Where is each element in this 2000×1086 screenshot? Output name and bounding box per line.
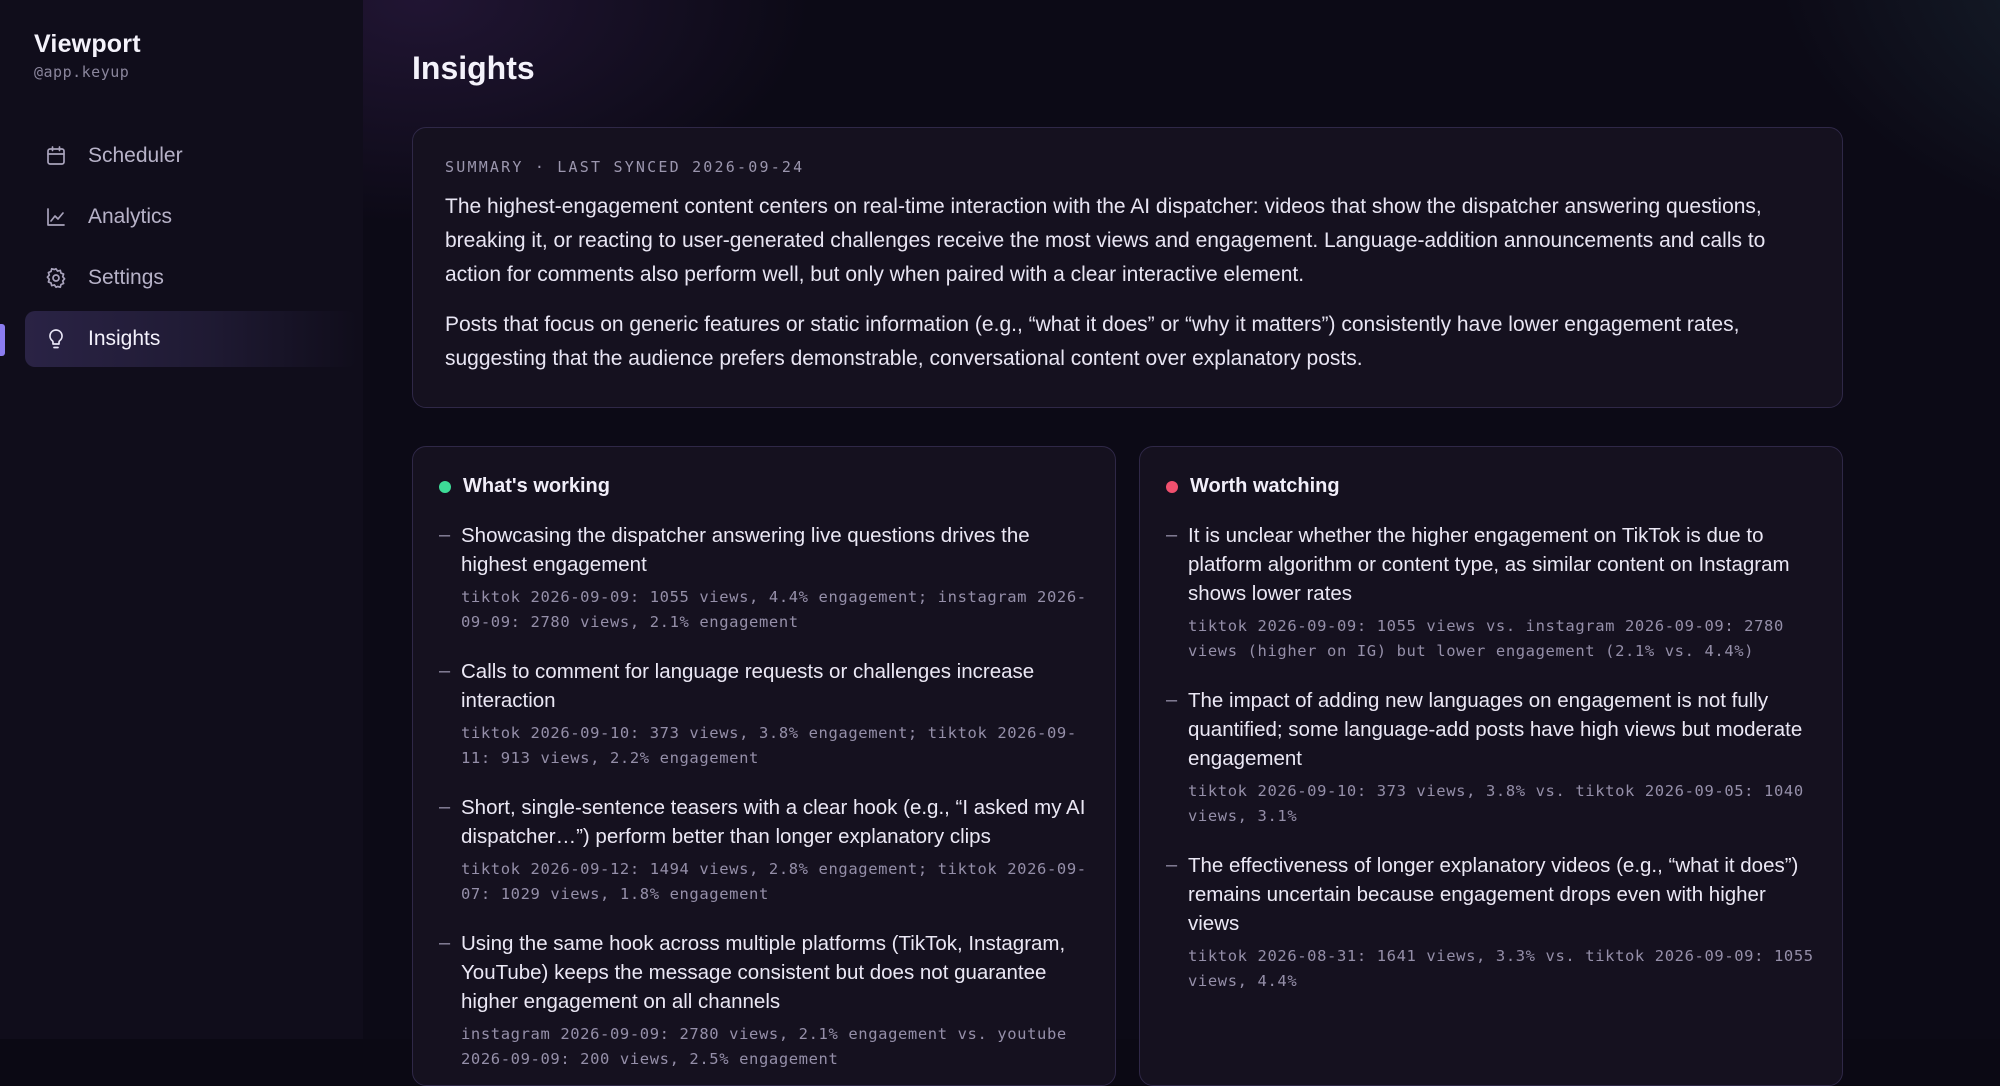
summary-paragraph: The highest-engagement content centers on real-time interaction with the AI dispatcher: videos that show the dispatcher answering questions, breaking it, or reacting to user-generated challenges receive the most views and engagement. Language-addition announcements and calls to action for comments also perform well, but only when paired with a clear interactive element. xyxy=(445,195,1766,286)
sidebar-item-label: Settings xyxy=(88,266,164,289)
sidebar-item-scheduler[interactable] xyxy=(25,128,357,184)
insight-text: The impact of adding new languages on engagement is not fully quantified; some language-add posts have high views but moderate engagement xyxy=(1188,689,1803,770)
gear-icon xyxy=(43,265,69,291)
dash-bullet-icon: – xyxy=(1166,524,1178,546)
whats-working-panel xyxy=(412,446,1116,1086)
brand xyxy=(34,30,141,81)
sidebar-item-settings[interactable] xyxy=(25,250,357,306)
summary-paragraph: Posts that focus on generic features or static information (e.g., “what it does” or “why it matters”) consistently have lower engagement rates, suggesting that the audience prefers demonstrable, conversational content over explanatory posts. xyxy=(445,313,1740,370)
sidebar-item-label: Insights xyxy=(88,327,161,350)
sidebar-nav xyxy=(25,128,357,372)
sidebar-item-label: Scheduler xyxy=(88,144,183,167)
list-item xyxy=(439,929,1093,1072)
insight-text: It is unclear whether the higher engagement on TikTok is due to platform algorithm or content type, as similar content on Instagram shows lower rates xyxy=(1188,524,1790,605)
insight-evidence: tiktok 2026-09-10: 373 views, 3.8% engagement; tiktok 2026-09-11: 913 views, 2.2% engagement xyxy=(461,724,1077,767)
insight-evidence: instagram 2026-09-09: 2780 views, 2.1% engagement vs. youtube 2026-09-09: 200 views, 2.5% engagement xyxy=(461,1025,1067,1068)
brand-name: Viewport xyxy=(34,30,141,58)
chart-line-icon xyxy=(43,204,69,230)
dash-bullet-icon: – xyxy=(439,660,451,682)
sidebar-item-analytics[interactable] xyxy=(25,189,357,245)
sidebar-item-label: Analytics xyxy=(88,205,173,228)
panel-header xyxy=(439,475,1093,498)
status-dot-icon xyxy=(1166,481,1178,493)
list-item xyxy=(1166,851,1820,994)
insight-text: The effectiveness of longer explanatory videos (e.g., “what it does”) remains uncertain because engagement drops even with higher views xyxy=(1188,854,1799,935)
brand-handle: @app.keyup xyxy=(34,63,130,81)
main-content xyxy=(363,0,2000,1068)
list-item xyxy=(439,657,1093,771)
panel-title: Worth watching xyxy=(1190,475,1340,497)
lightbulb-icon xyxy=(43,326,69,352)
worth-watching-panel xyxy=(1139,446,1843,1086)
dash-bullet-icon: – xyxy=(1166,854,1178,876)
insight-text: Short, single-sentence teasers with a clear hook (e.g., “I asked my AI dispatcher…”) perform better than longer explanatory clips xyxy=(461,796,1086,848)
page-title: Insights xyxy=(412,50,535,86)
insight-list xyxy=(439,521,1093,1072)
dash-bullet-icon: – xyxy=(439,932,451,954)
sidebar xyxy=(0,0,363,1039)
insight-evidence: tiktok 2026-09-09: 1055 views, 4.4% engagement; instagram 2026-09-09: 2780 views, 2.1% engagement xyxy=(461,588,1087,631)
insight-text: Calls to comment for language requests or challenges increase interaction xyxy=(461,660,1035,712)
dash-bullet-icon: – xyxy=(439,796,451,818)
summary-label: SUMMARY · LAST SYNCED 2026-09-24 xyxy=(445,158,805,176)
status-dot-icon xyxy=(439,481,451,493)
active-indicator xyxy=(0,324,5,356)
insight-list xyxy=(1166,521,1820,994)
dash-bullet-icon: – xyxy=(1166,689,1178,711)
summary-card xyxy=(412,127,1843,408)
dash-bullet-icon: – xyxy=(439,524,451,546)
insight-evidence: tiktok 2026-09-12: 1494 views, 2.8% engagement; tiktok 2026-09-07: 1029 views, 1.8% engagement xyxy=(461,860,1087,903)
list-item xyxy=(1166,521,1820,664)
insight-text: Using the same hook across multiple platforms (TikTok, Instagram, YouTube) keeps the message consistent but does not guarantee higher engagement on all channels xyxy=(461,932,1066,1013)
calendar-icon xyxy=(43,143,69,169)
panel-header xyxy=(1166,475,1820,498)
sidebar-item-insights[interactable] xyxy=(25,311,357,367)
insight-evidence: tiktok 2026-08-31: 1641 views, 3.3% vs. tiktok 2026-09-09: 1055 views, 4.4% xyxy=(1188,947,1814,990)
panel-title: What's working xyxy=(463,475,610,497)
insight-evidence: tiktok 2026-09-09: 1055 views vs. instagram 2026-09-09: 2780 views (higher on IG) but lower engagement (2.1% vs. 4.4%) xyxy=(1188,617,1784,660)
list-item xyxy=(439,793,1093,907)
insight-evidence: tiktok 2026-09-10: 373 views, 3.8% vs. tiktok 2026-09-05: 1040 views, 3.1% xyxy=(1188,782,1804,825)
list-item xyxy=(1166,686,1820,829)
insight-text: Showcasing the dispatcher answering live questions drives the highest engagement xyxy=(461,524,1030,576)
list-item xyxy=(439,521,1093,635)
